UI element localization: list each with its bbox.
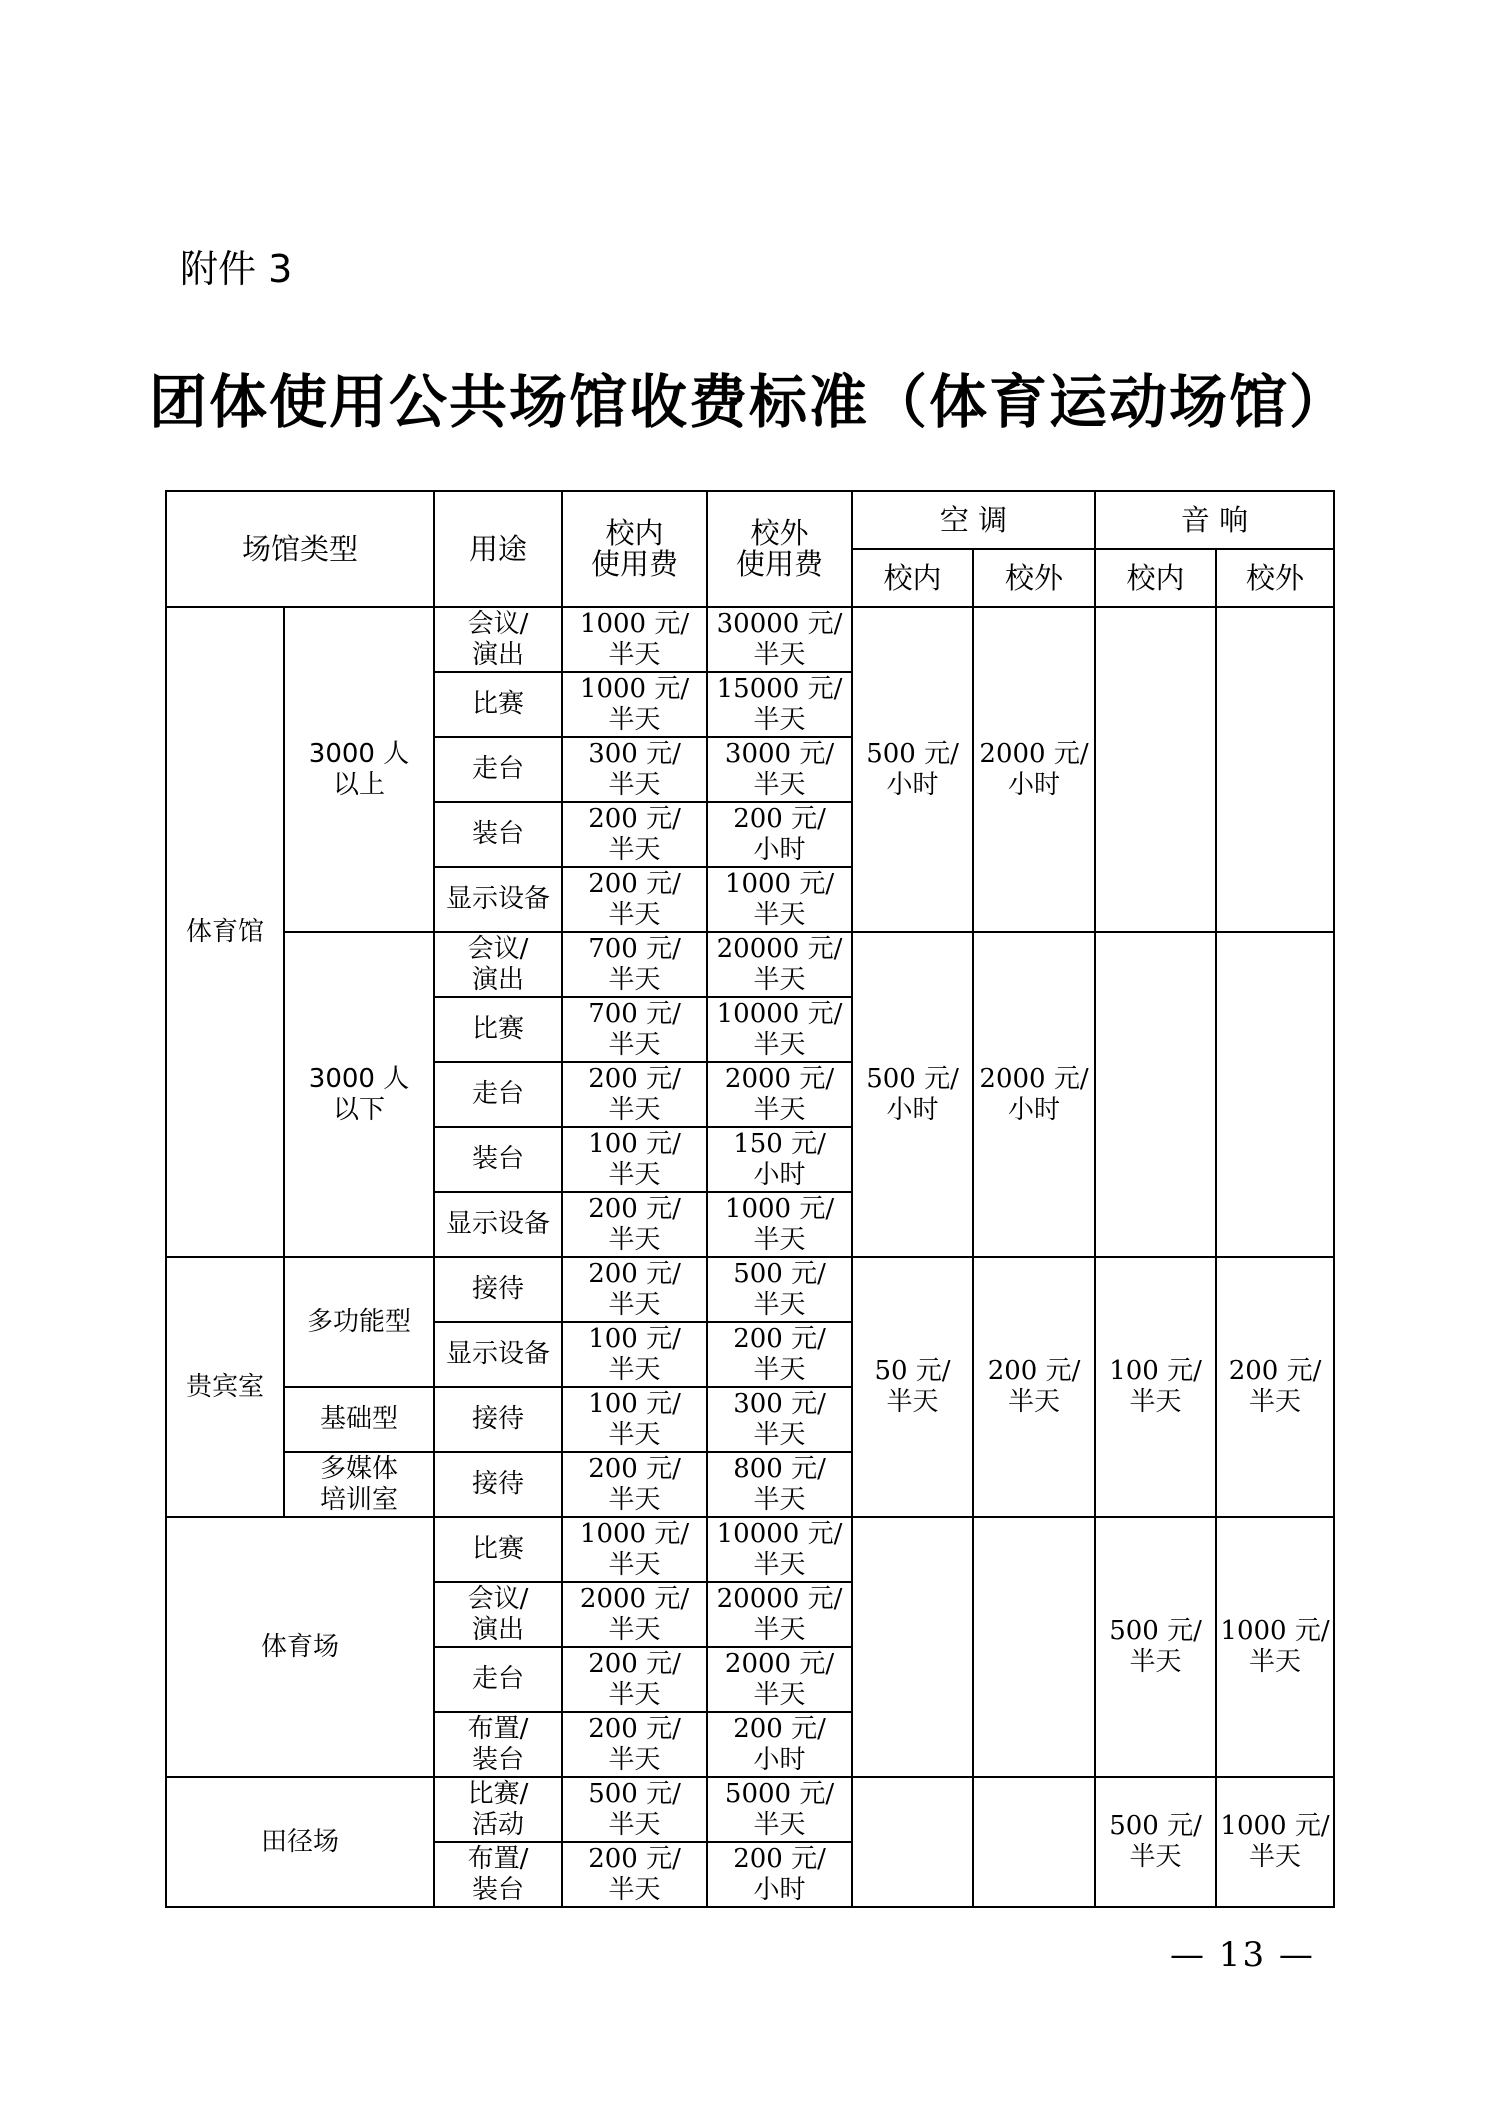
internal-fee-cell: 200 元/ 半天 <box>562 1192 707 1257</box>
external-fee-cell: 800 元/ 半天 <box>707 1452 852 1517</box>
usage-cell: 布置/ 装台 <box>434 1712 562 1777</box>
gym-large-category: 3000 人 以上 <box>284 607 434 932</box>
internal-fee-cell: 200 元/ 半天 <box>562 802 707 867</box>
external-fee-cell: 300 元/ 半天 <box>707 1387 852 1452</box>
venue-track-field: 田径场 <box>166 1777 434 1907</box>
usage-cell: 会议/ 演出 <box>434 1582 562 1647</box>
usage-cell: 显示设备 <box>434 867 562 932</box>
external-fee-cell: 200 元/ 小时 <box>707 1842 852 1907</box>
external-fee-cell: 3000 元/ 半天 <box>707 737 852 802</box>
venue-gym: 体育馆 <box>166 607 284 1257</box>
external-fee-cell: 2000 元/ 半天 <box>707 1647 852 1712</box>
internal-fee-cell: 200 元/ 半天 <box>562 1452 707 1517</box>
venue-vip-room: 贵宾室 <box>166 1257 284 1517</box>
vip-basic-category: 基础型 <box>284 1387 434 1452</box>
usage-cell: 比赛/ 活动 <box>434 1777 562 1842</box>
usage-cell: 装台 <box>434 1127 562 1192</box>
external-fee-cell: 1000 元/ 半天 <box>707 867 852 932</box>
audio-internal-cell: 500 元/ 半天 <box>1095 1777 1216 1907</box>
internal-fee-cell: 200 元/ 半天 <box>562 1647 707 1712</box>
internal-fee-cell: 500 元/ 半天 <box>562 1777 707 1842</box>
internal-fee-cell: 100 元/ 半天 <box>562 1387 707 1452</box>
external-fee-cell: 10000 元/ 半天 <box>707 1517 852 1582</box>
ac-external-cell: 2000 元/ 小时 <box>973 607 1095 932</box>
audio-external-cell <box>1216 607 1334 932</box>
audio-internal-cell: 100 元/ 半天 <box>1095 1257 1216 1517</box>
venue-stadium: 体育场 <box>166 1517 434 1777</box>
external-fee-cell: 20000 元/ 半天 <box>707 932 852 997</box>
usage-cell: 装台 <box>434 802 562 867</box>
document-title: 团体使用公共场馆收费标准（体育运动场馆） <box>148 368 1349 436</box>
ac-internal-cell: 500 元/ 小时 <box>852 607 973 932</box>
usage-cell: 接待 <box>434 1387 562 1452</box>
page-number: — 13 — <box>1170 1935 1315 1975</box>
internal-fee-cell: 200 元/ 半天 <box>562 1842 707 1907</box>
internal-fee-cell: 200 元/ 半天 <box>562 1062 707 1127</box>
audio-internal-cell <box>1095 607 1216 932</box>
audio-external-cell <box>1216 932 1334 1257</box>
vip-multi-function-category: 多功能型 <box>284 1257 434 1387</box>
internal-fee-cell: 2000 元/ 半天 <box>562 1582 707 1647</box>
audio-internal-cell: 500 元/ 半天 <box>1095 1517 1216 1777</box>
internal-fee-cell: 1000 元/ 半天 <box>562 607 707 672</box>
usage-cell: 显示设备 <box>434 1322 562 1387</box>
internal-fee-cell: 100 元/ 半天 <box>562 1322 707 1387</box>
external-fee-cell: 5000 元/ 半天 <box>707 1777 852 1842</box>
usage-cell: 会议/ 演出 <box>434 932 562 997</box>
ac-external-header: 校外 <box>973 549 1095 607</box>
internal-fee-header: 校内 使用费 <box>562 491 707 607</box>
usage-cell: 走台 <box>434 1062 562 1127</box>
header-row <box>166 491 1334 549</box>
external-fee-cell: 200 元/ 小时 <box>707 802 852 867</box>
ac-external-cell <box>973 1517 1095 1777</box>
external-fee-cell: 2000 元/ 半天 <box>707 1062 852 1127</box>
usage-cell: 走台 <box>434 737 562 802</box>
external-fee-cell: 200 元/ 半天 <box>707 1322 852 1387</box>
internal-fee-cell: 300 元/ 半天 <box>562 737 707 802</box>
venue-type-header: 场馆类型 <box>166 491 434 607</box>
external-fee-cell: 150 元/ 小时 <box>707 1127 852 1192</box>
usage-cell: 接待 <box>434 1452 562 1517</box>
ac-header: 空 调 <box>852 491 1095 549</box>
table-body <box>166 607 1334 1907</box>
attachment-label: 附件 3 <box>180 247 293 291</box>
ac-internal-cell: 50 元/ 半天 <box>852 1257 973 1517</box>
fee-standard-table <box>165 490 1335 1908</box>
usage-cell: 显示设备 <box>434 1192 562 1257</box>
ac-internal-cell <box>852 1517 973 1777</box>
ac-external-cell: 2000 元/ 小时 <box>973 932 1095 1257</box>
vip-multimedia-category: 多媒体 培训室 <box>284 1452 434 1517</box>
table-row <box>166 1777 1334 1842</box>
table-row <box>166 1257 1334 1322</box>
ac-internal-header: 校内 <box>852 549 973 607</box>
ac-external-cell: 200 元/ 半天 <box>973 1257 1095 1517</box>
audio-external-cell: 1000 元/ 半天 <box>1216 1517 1334 1777</box>
gym-small-category: 3000 人 以下 <box>284 932 434 1257</box>
internal-fee-cell: 1000 元/ 半天 <box>562 1517 707 1582</box>
usage-header: 用途 <box>434 491 562 607</box>
usage-cell: 比赛 <box>434 997 562 1062</box>
table-row <box>166 932 1334 997</box>
table-row <box>166 607 1334 672</box>
usage-cell: 会议/ 演出 <box>434 607 562 672</box>
usage-cell: 布置/ 装台 <box>434 1842 562 1907</box>
audio-header: 音 响 <box>1095 491 1334 549</box>
external-fee-cell: 10000 元/ 半天 <box>707 997 852 1062</box>
external-fee-cell: 15000 元/ 半天 <box>707 672 852 737</box>
internal-fee-cell: 1000 元/ 半天 <box>562 672 707 737</box>
external-fee-cell: 1000 元/ 半天 <box>707 1192 852 1257</box>
table-row <box>166 1517 1334 1582</box>
internal-fee-cell: 700 元/ 半天 <box>562 997 707 1062</box>
usage-cell: 比赛 <box>434 1517 562 1582</box>
external-fee-cell: 200 元/ 小时 <box>707 1712 852 1777</box>
table-header <box>166 491 1334 607</box>
internal-fee-cell: 200 元/ 半天 <box>562 1712 707 1777</box>
external-fee-cell: 30000 元/ 半天 <box>707 607 852 672</box>
audio-external-cell: 1000 元/ 半天 <box>1216 1777 1334 1907</box>
audio-internal-cell <box>1095 932 1216 1257</box>
audio-external-header: 校外 <box>1216 549 1334 607</box>
internal-fee-cell: 200 元/ 半天 <box>562 867 707 932</box>
internal-fee-cell: 700 元/ 半天 <box>562 932 707 997</box>
external-fee-header: 校外 使用费 <box>707 491 852 607</box>
usage-cell: 比赛 <box>434 672 562 737</box>
ac-internal-cell <box>852 1777 973 1907</box>
external-fee-cell: 20000 元/ 半天 <box>707 1582 852 1647</box>
internal-fee-cell: 100 元/ 半天 <box>562 1127 707 1192</box>
usage-cell: 接待 <box>434 1257 562 1322</box>
external-fee-cell: 500 元/ 半天 <box>707 1257 852 1322</box>
ac-internal-cell: 500 元/ 小时 <box>852 932 973 1257</box>
usage-cell: 走台 <box>434 1647 562 1712</box>
audio-internal-header: 校内 <box>1095 549 1216 607</box>
internal-fee-cell: 200 元/ 半天 <box>562 1257 707 1322</box>
ac-external-cell <box>973 1777 1095 1907</box>
audio-external-cell: 200 元/ 半天 <box>1216 1257 1334 1517</box>
